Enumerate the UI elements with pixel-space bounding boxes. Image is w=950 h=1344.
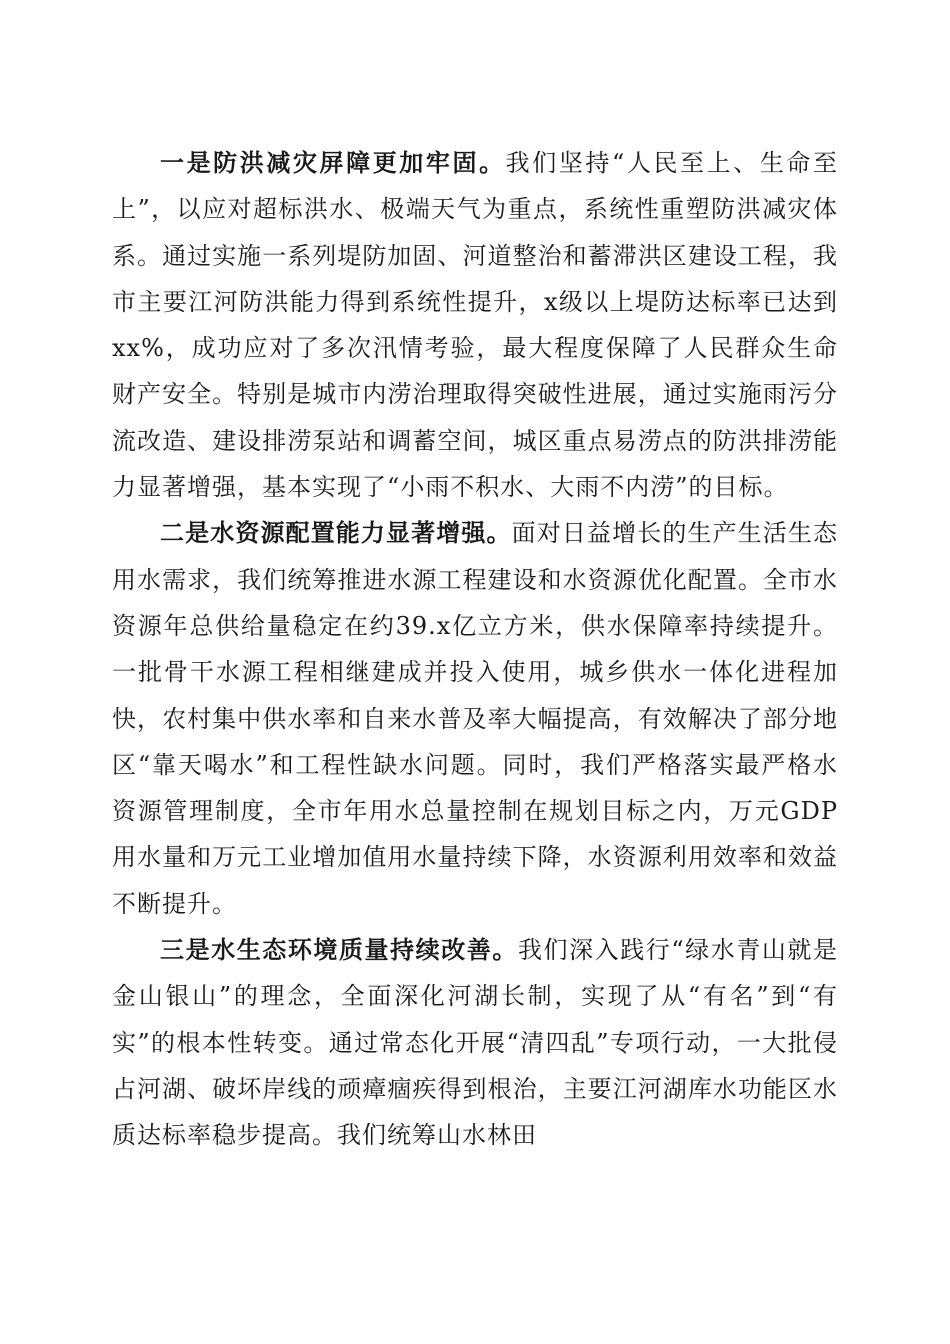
- paragraph-water-ecology: [112, 927, 838, 1158]
- paragraph-text: 面对日益增长的生产生活生态用水需求，我们统筹推进水源工程建设和水资源优化配置。全市水资源年总供给量稳定在约39.x亿立方米，供水保障率持续提升。一批骨干水源工程相继建成并投入使用，城乡供水一体化进程加快，农村集中供水率和自来水普及率大幅提高，有效解决了部分地区“靠天喝水”和工程性缺水问题。同时，我们严格落实最严格水资源管理制度，全市年用水总量控制在规划目标之内，万元GDP用水量和万元工业增加值用水量持续下降，水资源利用效率和效益不断提升。: [112, 519, 839, 918]
- paragraph-text: 我们坚持“人民至上、生命至上”，以应对超标洪水、极端天气为重点，系统性重塑防洪减灾体系。通过实施一系列堤防加固、河道整治和蓄滞洪区建设工程，我市主要江河防洪能力得到系统性提升，x级以上堤防达标率已达到xx%，成功应对了多次汛情考验，最大程度保障了人民群众生命财产安全。特别是城市内涝治理取得突破性进展，通过实施雨污分流改造、建设排涝泵站和调蓄空间，城区重点易涝点的防洪排涝能力显著增强，基本实现了“小雨不积水、大雨不内涝”的目标。: [112, 149, 838, 502]
- paragraph-heading: 一是防洪减灾屏障更加牢固。: [160, 149, 506, 177]
- document-body: [112, 140, 838, 1159]
- paragraph-water-resources: [112, 510, 838, 927]
- paragraph-heading: 二是水资源配置能力显著增强。: [160, 519, 512, 548]
- paragraph-heading: 三是水生态环境质量持续改善。: [160, 936, 518, 965]
- paragraph-text: 我们深入践行“绿水青山就是金山银山”的理念，全面深化河湖长制，实现了从“有名”到“有实”的根本性转变。通过常态化开展“清四乱”专项行动，一大批侵占河湖、破坏岸线的顽瘴痼疾得到根治，主要江河湖库水功能区水质达标率稳步提高。我们统筹山水林田: [112, 936, 838, 1150]
- paragraph-flood-control: [112, 140, 838, 510]
